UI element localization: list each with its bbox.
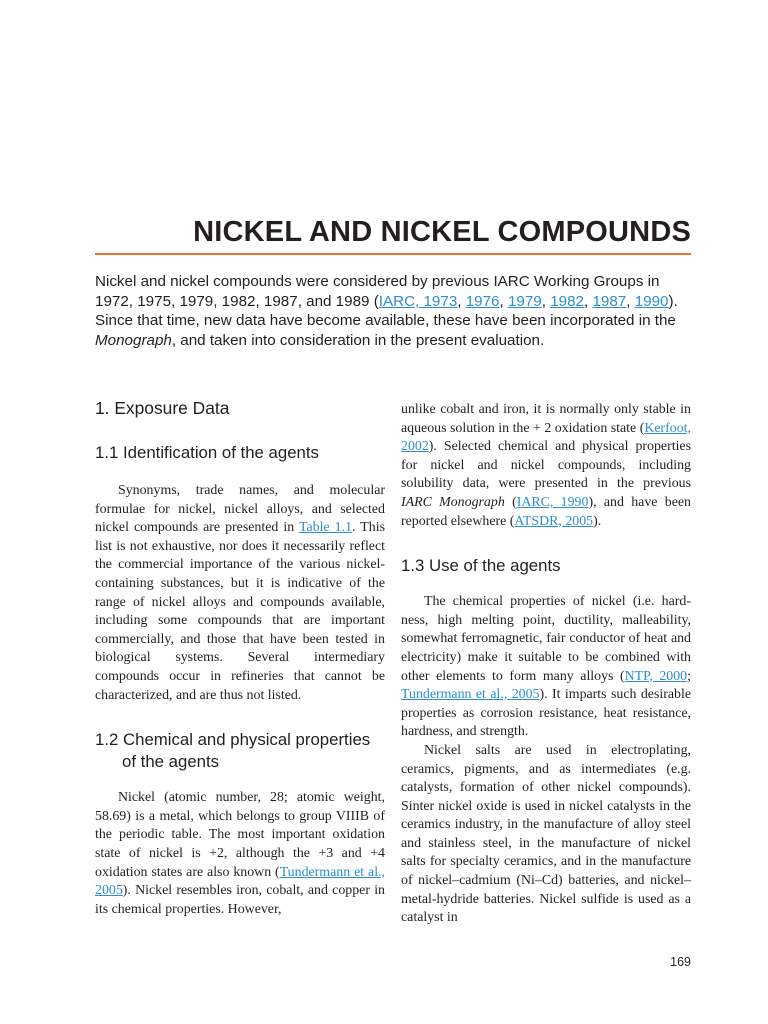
use-paragraph-2: Nickel salts are used in electroplating, ceramics, pigments, and as intermediates (e.g. catalysts, formation of other nickel compounds). Sinter nickel oxide is used in nickel catalysts in the ceramics industry, in the manufacture of alloy steel and stainless steel, in the manufacture of nickel salts for specialty ceramics, and in the manufacture of nickel–cadmium (Ni–Cd) batteries, and nickel–metal-hydride batteries. Nickel sulfide is used as a catalyst in: [401, 742, 691, 926]
separator: ,: [499, 292, 508, 310]
heading-line: of the agents: [122, 752, 220, 772]
continued-paragraph: [401, 401, 691, 531]
use-paragraph-1: [401, 593, 691, 742]
ref-link-iarc-1990[interactable]: IARC, 1990: [516, 494, 589, 510]
monograph-term: IARC Monograph: [401, 494, 505, 510]
paragraph-text: The chemical properties of nickel (i.e. hardness, high melting point, ductility, malleability, somewhat ferromagnetic, fair conductor of heat and electricity) make it suitable to be combined with other elements to form many alloys (: [401, 594, 691, 684]
paragraph-text: . This list is not exhaustive, nor does it necessarily reflect the commercial importance of the various nickel-containing substances, but it is indicative of the range of nickel alloys and compounds available, including some compounds that are important commercially, and those that have been tested in biological systems. Several intermediary compounds occur in refineries that cannot be characterized, and are thus not listed.: [95, 520, 385, 703]
ref-link-1976[interactable]: 1976: [465, 292, 500, 310]
separator: ,: [626, 292, 635, 310]
page-number: 169: [670, 955, 691, 969]
ref-link-iarc-1973[interactable]: IARC, 1973: [378, 292, 458, 310]
ref-link-1990[interactable]: 1990: [634, 292, 669, 310]
section-heading-use: 1.3 Use of the agents: [401, 556, 561, 576]
ref-link-1987[interactable]: 1987: [592, 292, 627, 310]
paragraph-text: ).: [593, 513, 602, 529]
paragraph-text: Synonyms, trade names, and molecular formulae for nickel, nickel alloys, and selected nickel compounds are presented in: [95, 483, 385, 536]
intro-text: ). Since that time, new data have become available, these have been incorporated in the: [95, 292, 678, 330]
paragraph-text: unlike cobalt and iron, it is normally only stable in aqueous solution in the + 2 oxidation state (: [401, 402, 691, 436]
section-heading-identification: 1.1 Identification of the agents: [95, 443, 319, 462]
ref-link-tundermann-2005[interactable]: Tundermann et al., 2005: [401, 687, 540, 703]
separator: ;: [687, 668, 691, 684]
ref-link-1979[interactable]: 1979: [507, 292, 542, 310]
intro-paragraph: [95, 272, 695, 350]
ref-link-ntp-2000[interactable]: NTP, 2000: [624, 668, 688, 684]
right-column: [401, 401, 691, 928]
paragraph-text: Nickel (atomic number, 28; atomic weight, 58.69) is a metal, which belongs to group VIIIB of the periodic table. The most important oxidation state of nickel is +2, although the +3 and +4 oxidation states are also known (: [95, 790, 385, 880]
heading-line: 1.2 Chemical and physical properties: [95, 730, 371, 750]
table-1-1-link[interactable]: Table 1.1: [298, 520, 353, 536]
paragraph-text: ). Selected chemical and physical properties for nickel and nickel compounds, including solubility data, were presented in the previous: [401, 439, 691, 492]
monograph-term: Monograph: [95, 331, 172, 349]
ref-link-atsdr-2005[interactable]: ATSDR, 2005: [514, 513, 594, 529]
paragraph-text: (: [504, 494, 517, 510]
intro-text: Nickel and nickel compounds were considered by previous IARC Working Groups in 1972, 1975, 1979, 1982, 1987, and 1989 (: [95, 273, 660, 310]
ref-link-kerfoot-2002[interactable]: Kerfoot, 2002: [401, 420, 691, 455]
section-heading-exposure-data: 1. Exposure Data: [95, 398, 230, 418]
paragraph-text: ). Nickel resembles iron, cobalt, and copper in its chemical properties. However,: [95, 883, 385, 917]
ref-link-1982[interactable]: 1982: [550, 292, 585, 310]
separator: ,: [584, 292, 593, 310]
separator: ,: [457, 292, 466, 310]
title-rule: [95, 253, 691, 255]
paragraph-text: ). It imparts such desirable properties as corrosion resistance, heat resistance, hardness, and strength.: [401, 687, 691, 740]
left-column: [95, 396, 385, 919]
separator: ,: [541, 292, 551, 310]
ref-link-tundermann-2005[interactable]: Tundermann et al., 2005: [95, 864, 385, 899]
section-heading-chemical-properties: [95, 729, 385, 773]
identification-paragraph: [95, 482, 385, 705]
chemical-properties-paragraph: [95, 789, 385, 919]
intro-text: , and taken into consideration in the present evaluation.: [171, 331, 545, 349]
paragraph-text: ), and have been reported elsewhere (: [401, 494, 691, 529]
page-title: NICKEL AND NICKEL COMPOUNDS: [193, 216, 691, 248]
